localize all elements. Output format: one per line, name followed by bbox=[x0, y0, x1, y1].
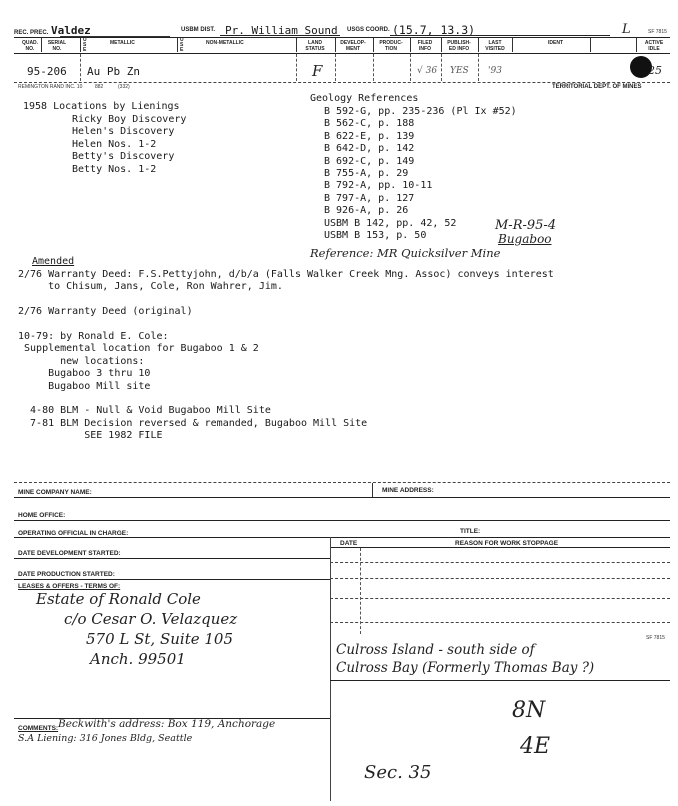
comments-line1: Beckwith's address: Box 119, Anchorage bbox=[58, 718, 276, 730]
printer-code2: (332) bbox=[118, 84, 130, 90]
geology-title: Geology References bbox=[310, 93, 419, 104]
body-line bbox=[18, 294, 554, 306]
printer-line: REMINGTON RAND INC. 10 bbox=[18, 84, 83, 90]
col-ident: IDENT bbox=[548, 40, 563, 46]
filed-value: √ 36 bbox=[417, 66, 438, 76]
body-line bbox=[18, 393, 554, 405]
column-header-rule bbox=[14, 53, 670, 54]
form-top-dash bbox=[14, 482, 670, 483]
col-use: U S E bbox=[83, 37, 87, 53]
body-line: new locations: bbox=[18, 355, 145, 367]
locations-title: 1958 Locations by Lienings bbox=[23, 101, 180, 112]
location-item: Betty's Discovery bbox=[72, 151, 175, 163]
hand-ref-mr: M-R-95-4 bbox=[495, 218, 557, 233]
body-line: 7-81 BLM Decision reversed & remanded, Bugaboo Mill Site bbox=[18, 417, 368, 429]
hand-ref-bugaboo: Bugaboo bbox=[498, 232, 552, 246]
body-line: Bugaboo Mill site bbox=[18, 380, 151, 392]
geology-ref: B 642-D, p. 142 bbox=[324, 143, 415, 155]
comments-line2: S.A Liening: 316 Jones Bldg, Seattle bbox=[18, 733, 193, 744]
date-production-label: DATE PRODUCTION STARTED: bbox=[18, 571, 115, 578]
comments-label: COMMENTS: bbox=[18, 725, 59, 732]
col-active-idle: ACTIVE IDLE bbox=[644, 40, 664, 52]
published-value: YES bbox=[450, 66, 469, 76]
body-line bbox=[18, 319, 554, 331]
location-line2: Culross Bay (Formerly Thomas Bay ?) bbox=[336, 660, 595, 676]
metallic-value: Au Pb Zn bbox=[87, 65, 140, 78]
col-non-metallic: NON-METALLIC bbox=[206, 40, 244, 46]
estate-line3: 570 L St, Suite 105 bbox=[86, 630, 234, 648]
header-rule-top bbox=[14, 37, 670, 38]
col-production: PRODUC-TION bbox=[379, 40, 403, 52]
corner-small: SF 7815 bbox=[648, 29, 667, 35]
col-published: PUBLISH-ED INFO bbox=[447, 40, 471, 52]
corner-code: L bbox=[622, 22, 631, 37]
geology-ref: B 562-C, p. 188 bbox=[324, 118, 415, 130]
estate-line1: Estate of Ronald Cole bbox=[36, 590, 201, 608]
amended-label: Amended bbox=[32, 256, 75, 267]
location-line1: Culross Island - south side of bbox=[336, 642, 535, 658]
locations-list bbox=[72, 114, 186, 176]
geology-ref: B 797-A, p. 127 bbox=[324, 192, 415, 204]
col-last-visited: LAST VISITED bbox=[485, 40, 505, 52]
title-label: TITLE: bbox=[460, 528, 481, 535]
mine-address-label: MINE ADDRESS: bbox=[382, 487, 434, 494]
col-metallic: METALLIC bbox=[110, 40, 135, 46]
geology-list bbox=[324, 106, 517, 242]
sf-small: SF 7815 bbox=[646, 635, 665, 641]
form-divider bbox=[330, 537, 331, 801]
data-row-rule bbox=[14, 82, 670, 83]
visited-value: '93 bbox=[488, 66, 502, 76]
col-development: DEVELOP-MENT bbox=[340, 40, 366, 52]
geology-ref: USBM B 142, pp. 42, 52 bbox=[324, 217, 457, 229]
section: Sec. 35 bbox=[364, 762, 432, 783]
printer-code1: 882 bbox=[95, 84, 104, 90]
home-office-label: HOME OFFICE: bbox=[18, 512, 66, 519]
geology-ref: B 692-C, p. 149 bbox=[324, 155, 415, 167]
mine-company-label: MINE COMPANY NAME: bbox=[18, 489, 92, 496]
estate-line2: c/o Cesar O. Velazquez bbox=[64, 610, 238, 628]
geology-ref: B 792-A, pp. 10-11 bbox=[324, 180, 433, 192]
usbm-dist-value: Pr. William Sound bbox=[225, 24, 338, 37]
geology-ref: B 622-E, p. 139 bbox=[324, 130, 415, 142]
township: 8N bbox=[512, 698, 546, 723]
body-line: 10-79: by Ronald E. Cole: bbox=[18, 331, 169, 343]
geology-ref: USBM B 153, p. 50 bbox=[324, 230, 427, 242]
geology-ref: B 755-A, p. 29 bbox=[324, 168, 409, 180]
body-line: 4-80 BLM - Null & Void Bugaboo Mill Site bbox=[18, 405, 271, 417]
location-item: Ricky Boy Discovery bbox=[72, 114, 187, 125]
territorial-dept: TERRITORIAL DEPT. OF MINES bbox=[552, 84, 642, 90]
usgs-coord-value: (15.7, 13.3) bbox=[392, 23, 476, 37]
right-code: 25 bbox=[648, 64, 662, 77]
location-item: Betty Nos. 1-2 bbox=[72, 163, 157, 175]
land-status-value: F bbox=[312, 62, 323, 80]
body-line: 2/76 Warranty Deed: F.S.Pettyjohn, d/b/a (Falls Walker Creek Mng. Assoc) conveys interest bbox=[18, 269, 554, 280]
body-line: SEE 1982 FILE bbox=[18, 430, 163, 442]
body-line: 2/76 Warranty Deed (original) bbox=[18, 306, 193, 318]
date-col-label: DATE bbox=[340, 540, 358, 547]
body-line: Supplemental location for Bugaboo 1 & 2 bbox=[18, 343, 259, 355]
rec-prec-value: Valdez bbox=[51, 24, 91, 37]
operating-official-label: OPERATING OFFICIAL IN CHARGE: bbox=[18, 530, 129, 537]
col-use2: U S E bbox=[180, 37, 184, 53]
range: 4E bbox=[520, 734, 551, 759]
col-serial: SERIAL NO. bbox=[47, 40, 67, 52]
location-item: Helen Nos. 1-2 bbox=[72, 138, 157, 150]
hand-ref-quicksilver: Reference: MR Quicksilver Mine bbox=[310, 246, 501, 260]
body-text bbox=[18, 269, 554, 443]
body-line: Bugaboo 3 thru 10 bbox=[18, 368, 151, 380]
col-land-status: LAND STATUS bbox=[305, 40, 325, 52]
usgs-coord-label: USGS COORD. bbox=[347, 27, 390, 33]
geology-ref: B 592-G, pp. 235-236 (Pl Ix #52) bbox=[324, 106, 517, 117]
body-line: to Chisum, Jans, Cole, Ron Wahrer, Jim. bbox=[18, 281, 283, 293]
location-item: Helen's Discovery bbox=[72, 126, 175, 138]
quad-number: 95-206 bbox=[27, 65, 67, 78]
date-development-label: DATE DEVELOPMENT STARTED: bbox=[18, 550, 121, 557]
estate-line4: Anch. 99501 bbox=[90, 650, 186, 668]
leases-label: LEASES & OFFERS - TERMS OF: bbox=[18, 583, 121, 590]
reason-label: REASON FOR WORK STOPPAGE bbox=[455, 540, 559, 547]
col-quad: QUAD. NO. bbox=[21, 40, 39, 52]
usbm-dist-label: USBM DIST. bbox=[181, 27, 216, 33]
col-filed: FILED INFO bbox=[417, 40, 433, 52]
geology-ref: B 926-A, p. 26 bbox=[324, 205, 409, 217]
rec-prec-label: REC. PREC. bbox=[14, 30, 49, 36]
